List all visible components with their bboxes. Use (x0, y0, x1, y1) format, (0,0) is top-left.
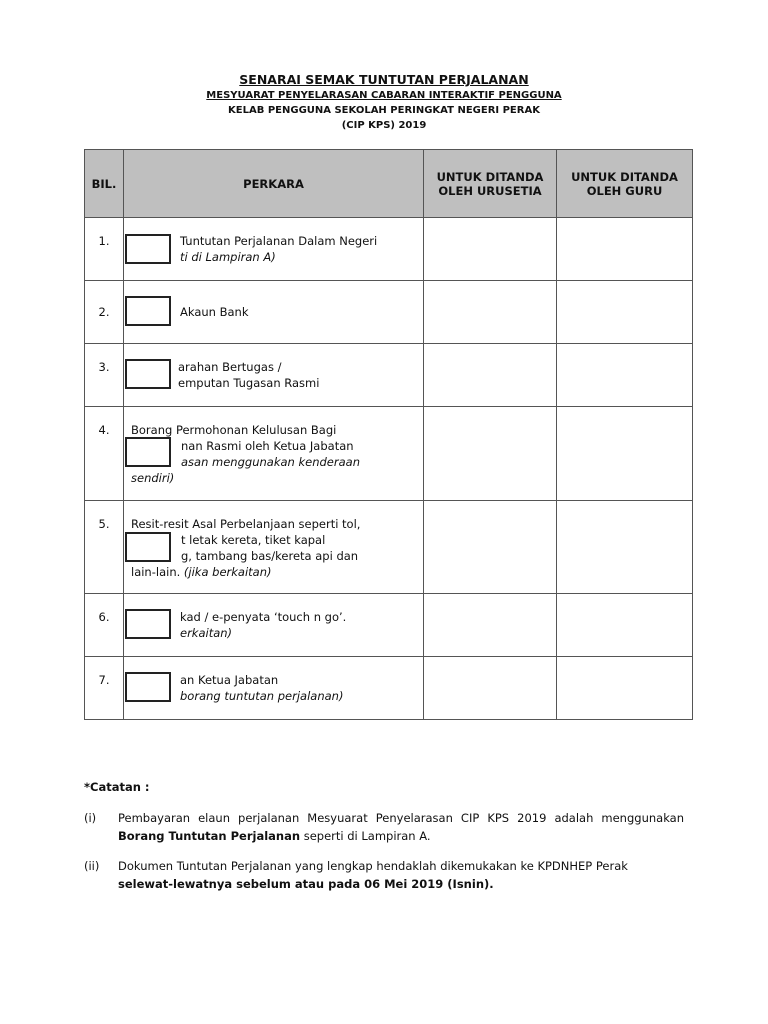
redaction-box (125, 609, 171, 639)
row-number: 5. (85, 501, 124, 594)
table-row (85, 501, 693, 594)
header-bil: BIL. (85, 150, 124, 218)
note-text-a: Pembayaran elaun perjalanan Mesyuarat Penyelarasan CIP KPS 2019 adalah menggunakan (118, 811, 684, 825)
redaction-box (125, 359, 171, 389)
redaction-box (125, 672, 171, 702)
item-text-line2: emputan Tugasan Rasmi (178, 376, 320, 390)
item-text-plain: lain-lain. (131, 565, 181, 579)
redaction-box (125, 296, 171, 326)
table-header-row (85, 150, 693, 218)
item-text: Tuntutan Perjalanan Dalam Negeri (180, 234, 378, 248)
item-text: Borang Permohonan Kelulusan Bagi (131, 423, 337, 437)
guru-tick-cell[interactable] (557, 594, 693, 657)
note-text-bold: Borang Tuntutan Perjalanan (118, 829, 301, 843)
header-urusetia: UNTUK DITANDA OLEH URUSETIA (424, 150, 557, 218)
checklist-table (84, 149, 693, 720)
header-guru: UNTUK DITANDA OLEH GURU (557, 150, 693, 218)
item-text: Akaun Bank (180, 305, 249, 319)
document-subtitle-club: KELAB PENGGUNA SEKOLAH PERINGKAT NEGERI PERAK (228, 105, 540, 116)
guru-tick-cell[interactable] (557, 657, 693, 720)
document-subtitle-year: (CIP KPS) 2019 (341, 120, 427, 131)
guru-tick-cell[interactable] (557, 344, 693, 407)
note-number: (ii) (84, 859, 100, 873)
row-item (124, 218, 424, 281)
note-text-c: seperti di Lampiran A. (300, 829, 431, 843)
guru-tick-cell[interactable] (557, 218, 693, 281)
table-row (85, 407, 693, 501)
item-text: Resit-resit Asal Perbelanjaan seperti tol, (131, 517, 361, 531)
note-text-c: . (489, 877, 494, 891)
item-note: borang tuntutan perjalanan) (180, 689, 344, 703)
row-item (124, 501, 424, 594)
urusetia-tick-cell[interactable] (424, 407, 557, 501)
item-note: erkaitan) (180, 626, 233, 640)
note-text-bold: selewat-lewatnya sebelum atau pada 06 Mei 2019 (Isnin) (118, 877, 490, 891)
item-text-line3: asan menggunakan kenderaan (181, 455, 360, 469)
row-item (124, 407, 424, 501)
table-row (85, 594, 693, 657)
row-number: 2. (85, 281, 124, 344)
item-text: arahan Bertugas / (178, 360, 282, 374)
note-number: (i) (84, 811, 97, 825)
row-number: 4. (85, 407, 124, 501)
note-item (84, 857, 684, 893)
item-text-line4 (131, 564, 415, 580)
notes-title: *Catatan : (84, 780, 150, 794)
item-text: an Ketua Jabatan (180, 673, 279, 687)
redaction-box (125, 234, 171, 264)
redaction-box (125, 437, 171, 467)
table-row (85, 281, 693, 344)
urusetia-tick-cell[interactable] (424, 281, 557, 344)
item-note: (jika berkaitan) (183, 565, 272, 579)
item-text-line2: t letak kereta, tiket kapal (181, 533, 326, 547)
table-row (85, 344, 693, 407)
urusetia-tick-cell[interactable] (424, 594, 557, 657)
row-item (124, 657, 424, 720)
note-item (84, 809, 684, 845)
row-item (124, 281, 424, 344)
item-text-line2: nan Rasmi oleh Ketua Jabatan (181, 439, 354, 453)
item-text: kad / e-penyata ‘touch n go’. (180, 610, 347, 624)
row-number: 3. (85, 344, 124, 407)
guru-tick-cell[interactable] (557, 407, 693, 501)
urusetia-tick-cell[interactable] (424, 344, 557, 407)
header-perkara: PERKARA (124, 150, 424, 218)
table-row (85, 218, 693, 281)
guru-tick-cell[interactable] (557, 501, 693, 594)
document-title: SENARAI SEMAK TUNTUTAN PERJALANAN (239, 72, 529, 87)
redaction-box (125, 532, 171, 562)
urusetia-tick-cell[interactable] (424, 657, 557, 720)
item-text-line4: sendiri) (131, 471, 175, 485)
urusetia-tick-cell[interactable] (424, 218, 557, 281)
table-row (85, 657, 693, 720)
row-number: 6. (85, 594, 124, 657)
row-item (124, 344, 424, 407)
row-item (124, 594, 424, 657)
row-number: 7. (85, 657, 124, 720)
item-note: ti di Lampiran A) (180, 250, 276, 264)
row-number: 1. (85, 218, 124, 281)
note-text (118, 809, 684, 845)
urusetia-tick-cell[interactable] (424, 501, 557, 594)
item-text-line3: g, tambang bas/kereta api dan (181, 549, 359, 563)
guru-tick-cell[interactable] (557, 281, 693, 344)
note-text (118, 857, 684, 893)
document-subtitle-meeting: MESYUARAT PENYELARASAN CABARAN INTERAKTIF PENGGUNA (206, 90, 562, 101)
note-text-a: Dokumen Tuntutan Perjalanan yang lengkap hendaklah dikemukakan ke KPDNHEP Perak (118, 859, 628, 873)
